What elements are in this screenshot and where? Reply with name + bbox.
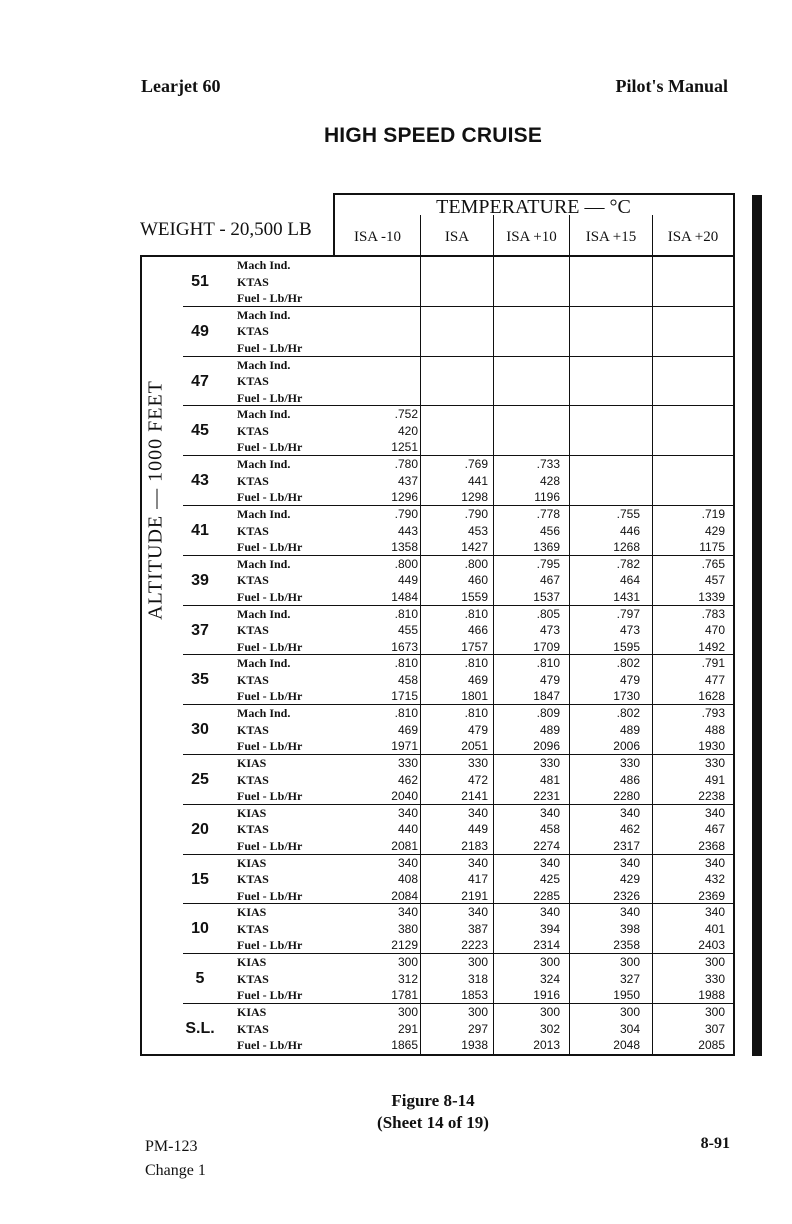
table-cell: 464: [619, 573, 640, 588]
column-header-isa-plus-20: ISA +20: [667, 229, 719, 245]
table-cell: 2081: [391, 838, 418, 853]
table-cell: 1595: [613, 639, 640, 654]
altitude-value: 15: [191, 870, 209, 888]
table-cell: 1673: [391, 639, 418, 654]
parameter-label: KTAS: [237, 473, 269, 488]
parameter-label: Mach Ind.: [237, 357, 291, 372]
table-cell: 2274: [533, 838, 560, 853]
table-cell: 460: [467, 573, 488, 588]
table-cell: 340: [539, 805, 560, 820]
table-cell: 340: [467, 855, 488, 870]
table-cell: 1431: [613, 589, 640, 604]
figure-sheet: (Sheet 14 of 19): [377, 1113, 489, 1132]
parameter-label: Fuel - Lb/Hr: [237, 390, 303, 405]
column-rule: [569, 215, 570, 1056]
table-cell: 340: [467, 905, 488, 920]
table-cell: 1358: [391, 540, 418, 554]
table-cell: .752: [394, 407, 418, 422]
parameter-label: Fuel - Lb/Hr: [237, 490, 303, 505]
table-cell: 429: [704, 523, 725, 538]
table-cell: 2326: [613, 888, 640, 903]
table-cell: 467: [704, 822, 725, 837]
table-cell: .805: [536, 606, 560, 621]
table-cell: .800: [394, 556, 418, 571]
table-right-rule: [733, 193, 735, 1056]
table-cell: 488: [704, 722, 725, 737]
table-bottom-rule: [140, 1054, 735, 1056]
parameter-label: KIAS: [237, 756, 267, 770]
altitude-value: 47: [191, 372, 209, 390]
table-cell: .810: [464, 606, 488, 621]
table-cell: .755: [616, 507, 640, 521]
table-cell: 1537: [533, 589, 560, 604]
parameter-label: Mach Ind.: [237, 307, 291, 322]
table-cell: 489: [619, 722, 640, 737]
table-cell: 340: [397, 805, 418, 820]
table-cell: 324: [539, 971, 560, 986]
table-cell: 1757: [461, 639, 488, 654]
table-cell: 458: [539, 822, 560, 837]
table-cell: .782: [616, 556, 640, 571]
table-cell: 2285: [533, 888, 560, 903]
table-cell: 340: [397, 855, 418, 870]
table-cell: 1298: [461, 490, 488, 505]
parameter-label: KTAS: [237, 573, 269, 588]
altitude-value: 37: [191, 621, 209, 639]
column-header-isa: ISA: [444, 229, 470, 245]
parameter-label: Mach Ind.: [237, 407, 291, 422]
altitude-value: S.L.: [185, 1020, 215, 1037]
table-cell: 401: [704, 921, 725, 936]
table-cell: .810: [394, 656, 418, 671]
table-cell: .797: [616, 606, 640, 621]
footer-doc-number: PM-123: [145, 1138, 198, 1155]
parameter-label: Fuel - Lb/Hr: [237, 1038, 303, 1052]
parameter-label: KTAS: [237, 1021, 269, 1036]
table-cell: 302: [539, 1021, 560, 1036]
table-cell: .810: [464, 706, 488, 721]
altitude-value: 10: [191, 920, 209, 938]
altitude-value: 43: [191, 472, 209, 490]
table-cell: 437: [397, 473, 418, 488]
table-cell: 473: [539, 623, 560, 638]
table-cell: 2403: [698, 938, 725, 953]
table-cell: 1369: [533, 540, 560, 554]
table-cell: 2368: [698, 838, 725, 853]
table-cell: 1865: [391, 1038, 418, 1052]
table-cell: 340: [397, 905, 418, 920]
parameter-label: KIAS: [237, 805, 267, 820]
parameter-label: Mach Ind.: [237, 507, 291, 521]
table-cell: 291: [397, 1021, 418, 1036]
parameter-label: KTAS: [237, 274, 269, 289]
table-cell: 1847: [533, 689, 560, 704]
parameter-label: KIAS: [237, 905, 267, 920]
table-cell: 1709: [533, 639, 560, 654]
table-cell: 469: [397, 722, 418, 737]
parameter-label: KTAS: [237, 772, 269, 787]
parameter-label: KTAS: [237, 374, 269, 389]
table-cell: 408: [397, 872, 418, 887]
table-cell: 2183: [461, 838, 488, 853]
table-cell: 2238: [698, 789, 725, 803]
altitude-value: 51: [191, 273, 209, 290]
column-header-isa-minus-10: ISA -10: [353, 229, 402, 245]
table-cell: 1339: [698, 589, 725, 604]
table-cell: 1559: [461, 589, 488, 604]
table-cell: .778: [536, 507, 560, 521]
table-cell: 2085: [698, 1038, 725, 1052]
table-cell: 2223: [461, 938, 488, 953]
table-cell: 340: [467, 805, 488, 820]
table-cell: 432: [704, 872, 725, 887]
table-cell: 1196: [534, 490, 560, 505]
table-cell: 486: [619, 772, 640, 787]
table-cell: 2358: [613, 938, 640, 953]
table-cell: 2191: [461, 888, 488, 903]
parameter-label: Fuel - Lb/Hr: [237, 689, 303, 704]
parameter-label: Fuel - Lb/Hr: [237, 739, 303, 754]
table-cell: 481: [539, 772, 560, 787]
table-cell: 1730: [613, 689, 640, 704]
table-cell: 340: [539, 855, 560, 870]
parameter-label: Mach Ind.: [237, 457, 291, 472]
table-cell: 472: [467, 772, 488, 787]
parameter-label: KTAS: [237, 822, 269, 837]
table-cell: 491: [704, 772, 725, 787]
table-cell: .800: [464, 556, 488, 571]
table-cell: 1988: [698, 988, 725, 1003]
table-cell: 340: [704, 805, 725, 820]
altitude-value: 49: [191, 322, 209, 340]
parameter-label: Fuel - Lb/Hr: [237, 888, 303, 903]
table-top-rule: [333, 193, 734, 195]
figure-caption: [0, 1090, 792, 1134]
table-cell: 1938: [461, 1038, 488, 1052]
table-cell: 2280: [613, 789, 640, 803]
parameter-label: Fuel - Lb/Hr: [237, 340, 303, 355]
table-cell: 1715: [391, 689, 418, 704]
table-cell: .769: [464, 457, 488, 472]
table-cell: 312: [397, 971, 418, 986]
table-cell: 1427: [461, 540, 488, 554]
table-cell: .810: [394, 606, 418, 621]
table-cell: 2141: [461, 789, 488, 803]
table-cell: 1492: [698, 639, 725, 654]
table-cell: 1268: [613, 540, 640, 554]
table-cell: 330: [704, 756, 725, 770]
table-cell: 318: [467, 971, 488, 986]
table-cell: 466: [467, 623, 488, 638]
table-cell: 1251: [391, 440, 418, 455]
table-cell: .780: [394, 457, 418, 472]
table-cell: 300: [397, 1005, 418, 1019]
parameter-label: KIAS: [237, 1005, 267, 1019]
parameter-label: KTAS: [237, 722, 269, 737]
table-cell: 455: [397, 623, 418, 638]
table-cell: 2317: [613, 838, 640, 853]
table-cell: .790: [464, 507, 488, 521]
table-cell: 327: [619, 971, 640, 986]
table-cell: 1950: [613, 988, 640, 1003]
table-cell: 479: [619, 672, 640, 687]
footer-change: Change 1: [145, 1162, 206, 1179]
table-cell: 2314: [533, 938, 560, 953]
table-cell: 469: [467, 672, 488, 687]
table-cell: .810: [536, 656, 560, 671]
table-cell: 340: [619, 855, 640, 870]
table-cell: 479: [467, 722, 488, 737]
table-cell: 1484: [391, 589, 418, 604]
table-cell: .765: [701, 556, 725, 571]
table-cell: .790: [394, 507, 418, 521]
table-cell: .802: [616, 706, 640, 721]
figure-number: Figure 8-14: [391, 1091, 475, 1110]
parameter-label: Mach Ind.: [237, 656, 291, 671]
table-cell: 2084: [391, 888, 418, 903]
parameter-label: Mach Ind.: [237, 606, 291, 621]
parameter-label: KTAS: [237, 623, 269, 638]
table-cell: 300: [467, 1005, 488, 1019]
table-cell: 441: [467, 473, 488, 488]
parameter-label: KTAS: [237, 921, 269, 936]
parameter-label: KTAS: [237, 872, 269, 887]
header-title: Learjet 60: [141, 76, 221, 96]
table-cell: 462: [397, 772, 418, 787]
table-cell: 2096: [533, 739, 560, 754]
table-cell: 449: [397, 573, 418, 588]
table-cell: 1801: [461, 689, 488, 704]
table-cell: 456: [539, 523, 560, 538]
table-cell: 2048: [613, 1038, 640, 1052]
altitude-value: 20: [191, 820, 209, 838]
table-cell: .810: [464, 656, 488, 671]
parameter-label: KTAS: [237, 523, 269, 538]
altitude-axis-label: ALTITUDE — 1000 FEET: [144, 380, 167, 620]
footer-doc-info: [145, 1135, 206, 1183]
table-left-rule: [140, 255, 142, 1056]
table-cell: 1853: [461, 988, 488, 1003]
parameter-label: Fuel - Lb/Hr: [237, 789, 303, 803]
header-bottom-rule: [140, 255, 735, 257]
parameter-label: KTAS: [237, 971, 269, 986]
parameter-label: KTAS: [237, 672, 269, 687]
table-cell: 1971: [391, 739, 418, 754]
header-manual: Pilot's Manual: [615, 76, 728, 96]
table-cell: 449: [467, 822, 488, 837]
revision-change-bar: [752, 195, 762, 1056]
table-cell: 462: [619, 822, 640, 837]
parameter-label: Fuel - Lb/Hr: [237, 838, 303, 853]
parameter-label: Fuel - Lb/Hr: [237, 540, 303, 554]
table-cell: 2231: [533, 789, 560, 803]
table-cell: .783: [701, 606, 725, 621]
parameter-label: Fuel - Lb/Hr: [237, 639, 303, 654]
page-title: HIGH SPEED CRUISE: [323, 124, 543, 147]
table-cell: 429: [619, 872, 640, 887]
table-cell: 300: [397, 955, 418, 970]
table-cell: 2369: [698, 888, 725, 903]
altitude-value: 30: [191, 721, 209, 739]
table-cell: 458: [397, 672, 418, 687]
table-cell: 300: [704, 1005, 725, 1019]
table-cell: .809: [536, 706, 560, 721]
table-cell: .810: [394, 706, 418, 721]
table-cell: 1781: [391, 988, 418, 1003]
table-cell: 1628: [698, 689, 725, 704]
table-cell: 1916: [533, 988, 560, 1003]
parameter-label: KIAS: [237, 955, 267, 970]
parameter-label: KTAS: [237, 423, 269, 438]
table-cell: 1175: [699, 540, 725, 554]
altitude-value: 41: [191, 522, 209, 539]
table-cell: 420: [397, 423, 418, 438]
table-cell: 340: [619, 805, 640, 820]
temperature-header: TEMPERATURE — °C: [436, 196, 631, 218]
table-cell: 307: [704, 1021, 725, 1036]
parameter-label: Mach Ind.: [237, 258, 291, 272]
parameter-label: KTAS: [237, 324, 269, 339]
table-cell: .733: [536, 457, 560, 472]
table-cell: 300: [619, 1005, 640, 1019]
column-rule: [493, 215, 494, 1056]
table-cell: .793: [701, 706, 725, 721]
table-cell: 340: [704, 855, 725, 870]
altitude-value: 25: [191, 771, 209, 788]
parameter-label: Mach Ind.: [237, 556, 291, 571]
column-rule: [420, 215, 421, 1056]
table-cell: 300: [539, 955, 560, 970]
table-cell: 470: [704, 623, 725, 638]
table-cell: 387: [467, 921, 488, 936]
parameter-label: Fuel - Lb/Hr: [237, 938, 303, 953]
table-cell: 2129: [391, 938, 418, 953]
footer-page-number: 8-91: [700, 1135, 730, 1152]
table-cell: 467: [539, 573, 560, 588]
table-cell: 443: [397, 523, 418, 538]
table-cell: 300: [467, 955, 488, 970]
parameter-label: Fuel - Lb/Hr: [237, 291, 303, 305]
table-cell: 340: [704, 905, 725, 920]
table-cell: .802: [616, 656, 640, 671]
table-cell: 394: [539, 921, 560, 936]
table-cell: 473: [619, 623, 640, 638]
table-cell: 1296: [391, 490, 418, 505]
table-cell: 440: [397, 822, 418, 837]
table-cell: 300: [704, 955, 725, 970]
table-cell: 477: [704, 672, 725, 687]
table-cell: 380: [397, 921, 418, 936]
table-cell: .791: [701, 656, 725, 671]
table-cell: 428: [539, 473, 560, 488]
parameter-label: Fuel - Lb/Hr: [237, 440, 303, 455]
table-cell: 2051: [461, 739, 488, 754]
table-cell: 330: [539, 756, 560, 770]
altitude-value: 35: [191, 671, 209, 689]
table-cell: 453: [467, 523, 488, 538]
table-cell: 425: [539, 872, 560, 887]
table-cell: 398: [619, 921, 640, 936]
column-header-isa-plus-15: ISA +15: [585, 229, 637, 245]
weight-label: WEIGHT - 20,500 LB: [140, 219, 312, 240]
table-cell: 489: [539, 722, 560, 737]
altitude-value: 39: [191, 571, 209, 589]
column-rule: [652, 215, 653, 1056]
table-cell: 417: [467, 872, 488, 887]
table-cell: 2040: [391, 789, 418, 803]
altitude-value: 5: [195, 970, 205, 988]
table-cell: 330: [704, 971, 725, 986]
table-cell: .795: [536, 556, 560, 571]
table-cell: 2006: [613, 739, 640, 754]
table-cell: 330: [397, 756, 418, 770]
table-cell: .719: [701, 507, 725, 521]
table-cell: 1930: [698, 739, 725, 754]
parameter-label: KIAS: [237, 855, 267, 870]
parameter-label: Mach Ind.: [237, 706, 291, 721]
table-cell: 340: [539, 905, 560, 920]
column-header-isa-plus-10: ISA +10: [506, 229, 557, 245]
table-cell: 340: [619, 905, 640, 920]
table-cell: 304: [619, 1021, 640, 1036]
altitude-value: 45: [191, 422, 209, 440]
parameter-label: Fuel - Lb/Hr: [237, 589, 303, 604]
table-cell: 446: [619, 523, 640, 538]
table-cell: 479: [539, 672, 560, 687]
table-cell: 297: [467, 1021, 488, 1036]
table-cell: 457: [704, 573, 725, 588]
table-cell: 330: [619, 756, 640, 770]
parameter-label: Fuel - Lb/Hr: [237, 988, 303, 1003]
table-cell: 2013: [533, 1038, 560, 1052]
table-cell: 300: [619, 955, 640, 970]
table-cell: 300: [539, 1005, 560, 1019]
table-cell: 330: [467, 756, 488, 770]
